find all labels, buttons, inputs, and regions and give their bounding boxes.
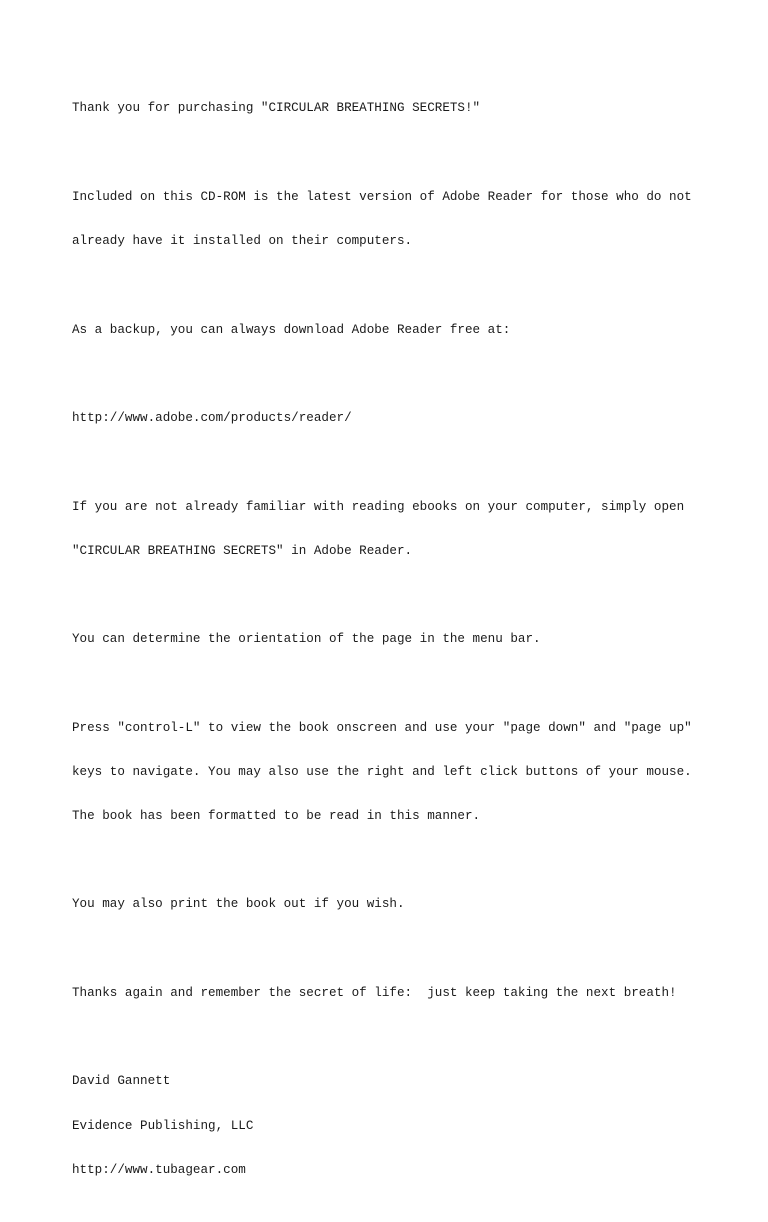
text-line: already have it installed on their computers. [72, 234, 413, 249]
text-line: If you are not already familiar with reading ebooks on your computer, simply open [72, 499, 685, 514]
text-line: As a backup, you can always download Adobe Reader free at: [72, 322, 511, 337]
text-line: Thanks again and remember the secret of life: just keep taking the next breath! [72, 985, 677, 1000]
text-line: "CIRCULAR BREATHING SECRETS" in Adobe Reader. [72, 543, 413, 558]
text-line: Included on this CD-ROM is the latest version of Adobe Reader for those who do not [72, 189, 692, 204]
text-line: You can determine the orientation of the page in the menu bar. [72, 632, 541, 647]
print-paragraph [72, 868, 712, 942]
backup-paragraph [72, 293, 712, 367]
signature-block [72, 1045, 712, 1207]
cd-rom-paragraph [72, 161, 712, 279]
adobe-url-paragraph [72, 382, 712, 456]
document-page [72, 72, 712, 1222]
thank-you-paragraph [72, 72, 712, 146]
publisher-name: Evidence Publishing, LLC [72, 1118, 254, 1133]
publisher-url: http://www.tubagear.com [72, 1162, 246, 1177]
text-line: keys to navigate. You may also use the right and left click buttons of your mouse. [72, 764, 692, 779]
closing-paragraph [72, 957, 712, 1031]
navigation-paragraph [72, 691, 712, 853]
text-line: Thank you for purchasing "CIRCULAR BREATHING SECRETS!" [72, 101, 481, 116]
text-line: Press "control-L" to view the book onscreen and use your "page down" and "page up" [72, 720, 692, 735]
adobe-reader-url: http://www.adobe.com/products/reader/ [72, 411, 352, 426]
orientation-paragraph [72, 603, 712, 677]
ebook-paragraph [72, 470, 712, 588]
author-name: David Gannett [72, 1074, 171, 1089]
text-line: You may also print the book out if you wish. [72, 897, 405, 912]
text-line: The book has been formatted to be read in this manner. [72, 808, 481, 823]
